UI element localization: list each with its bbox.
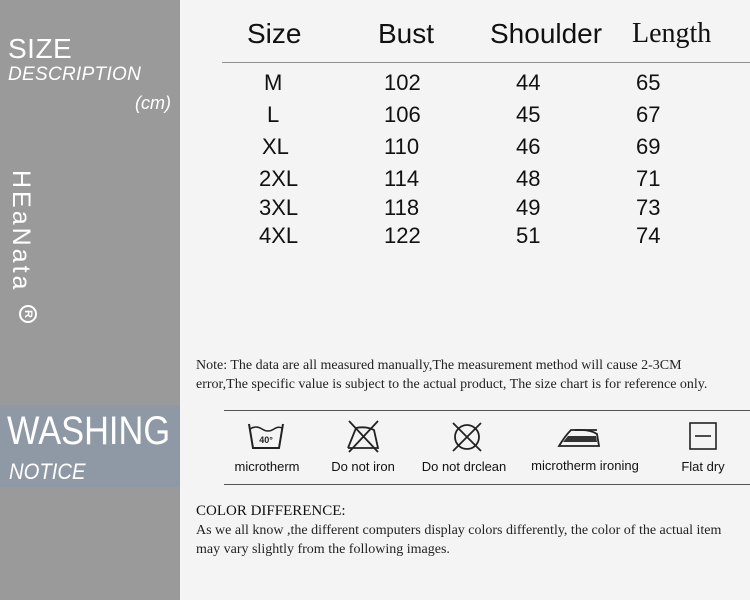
wash-40-icon	[246, 420, 286, 452]
cell-length: 69	[636, 134, 661, 159]
registered-mark-icon: R	[19, 305, 37, 323]
cell-bust: 110	[384, 134, 420, 159]
washing-bottom-divider	[224, 484, 750, 485]
cell-shoulder: 45	[516, 102, 541, 127]
cell-size: M	[264, 70, 283, 95]
cell-length: 65	[636, 70, 661, 95]
size-title: SIZE	[8, 33, 73, 64]
washing-title: WASHING	[7, 409, 171, 453]
cell-length: 71	[636, 166, 661, 191]
header-bust: Bust	[378, 18, 435, 49]
note-line: error,The specific value is subject to the actual product, The size chart is for reference only.	[196, 377, 708, 392]
color-text-line: As we all know ,the different computers display colors differently, the color of the actual item	[196, 523, 722, 538]
cell-size: 4XL	[259, 223, 299, 248]
unit-label: (cm)	[135, 93, 171, 113]
header-shoulder: Shoulder	[490, 18, 603, 49]
note-line: Note: The data are all measured manually,The measurement method will cause 2-3CM	[196, 358, 682, 373]
color-text-line: may vary slightly from the following images.	[196, 542, 450, 557]
cell-length: 74	[636, 223, 661, 248]
cell-bust: 118	[384, 195, 420, 220]
cell-shoulder: 51	[516, 223, 541, 248]
table-divider	[222, 62, 750, 63]
cell-shoulder: 44	[516, 70, 541, 95]
do-not-iron-icon	[344, 418, 382, 454]
cell-bust: 106	[384, 102, 421, 127]
wash-temperature: 40°	[259, 435, 273, 445]
wash-label-flat-dry: Flat dry	[681, 459, 725, 474]
wash-label-do-not-iron: Do not iron	[331, 459, 395, 474]
cell-size: XL	[262, 134, 289, 159]
header-size: Size	[247, 18, 302, 49]
header-length: Length	[632, 18, 712, 49]
wash-label-do-not-dryclean: Do not drclean	[421, 459, 507, 474]
wash-label-microtherm-ironing: microtherm ironing	[531, 458, 639, 473]
wash-label-microtherm: microtherm	[234, 459, 300, 474]
cell-bust: 114	[384, 166, 420, 191]
cell-shoulder: 48	[516, 166, 541, 191]
cell-bust: 122	[384, 223, 421, 248]
cell-shoulder: 49	[516, 195, 541, 220]
washing-notice-block	[0, 405, 180, 487]
cell-length: 67	[636, 102, 661, 127]
cell-size: 2XL	[259, 166, 299, 191]
cell-bust: 102	[384, 70, 421, 95]
description-subtitle: DESCRIPTION	[8, 64, 142, 85]
iron-icon	[553, 422, 603, 452]
notice-subtitle: NOTICE	[9, 459, 86, 484]
washing-top-divider	[224, 410, 750, 411]
do-not-dryclean-icon	[449, 419, 485, 455]
sidebar-panel	[0, 0, 180, 600]
brand-logo: HEaNata	[7, 170, 35, 293]
flat-dry-icon	[688, 421, 718, 451]
cell-length: 73	[636, 195, 661, 220]
color-difference-text	[196, 521, 721, 559]
color-difference-title: COLOR DIFFERENCE:	[196, 503, 346, 519]
measurement-note	[196, 356, 707, 394]
cell-shoulder: 46	[516, 134, 541, 159]
cell-size: L	[267, 102, 280, 127]
cell-size: 3XL	[259, 195, 299, 220]
